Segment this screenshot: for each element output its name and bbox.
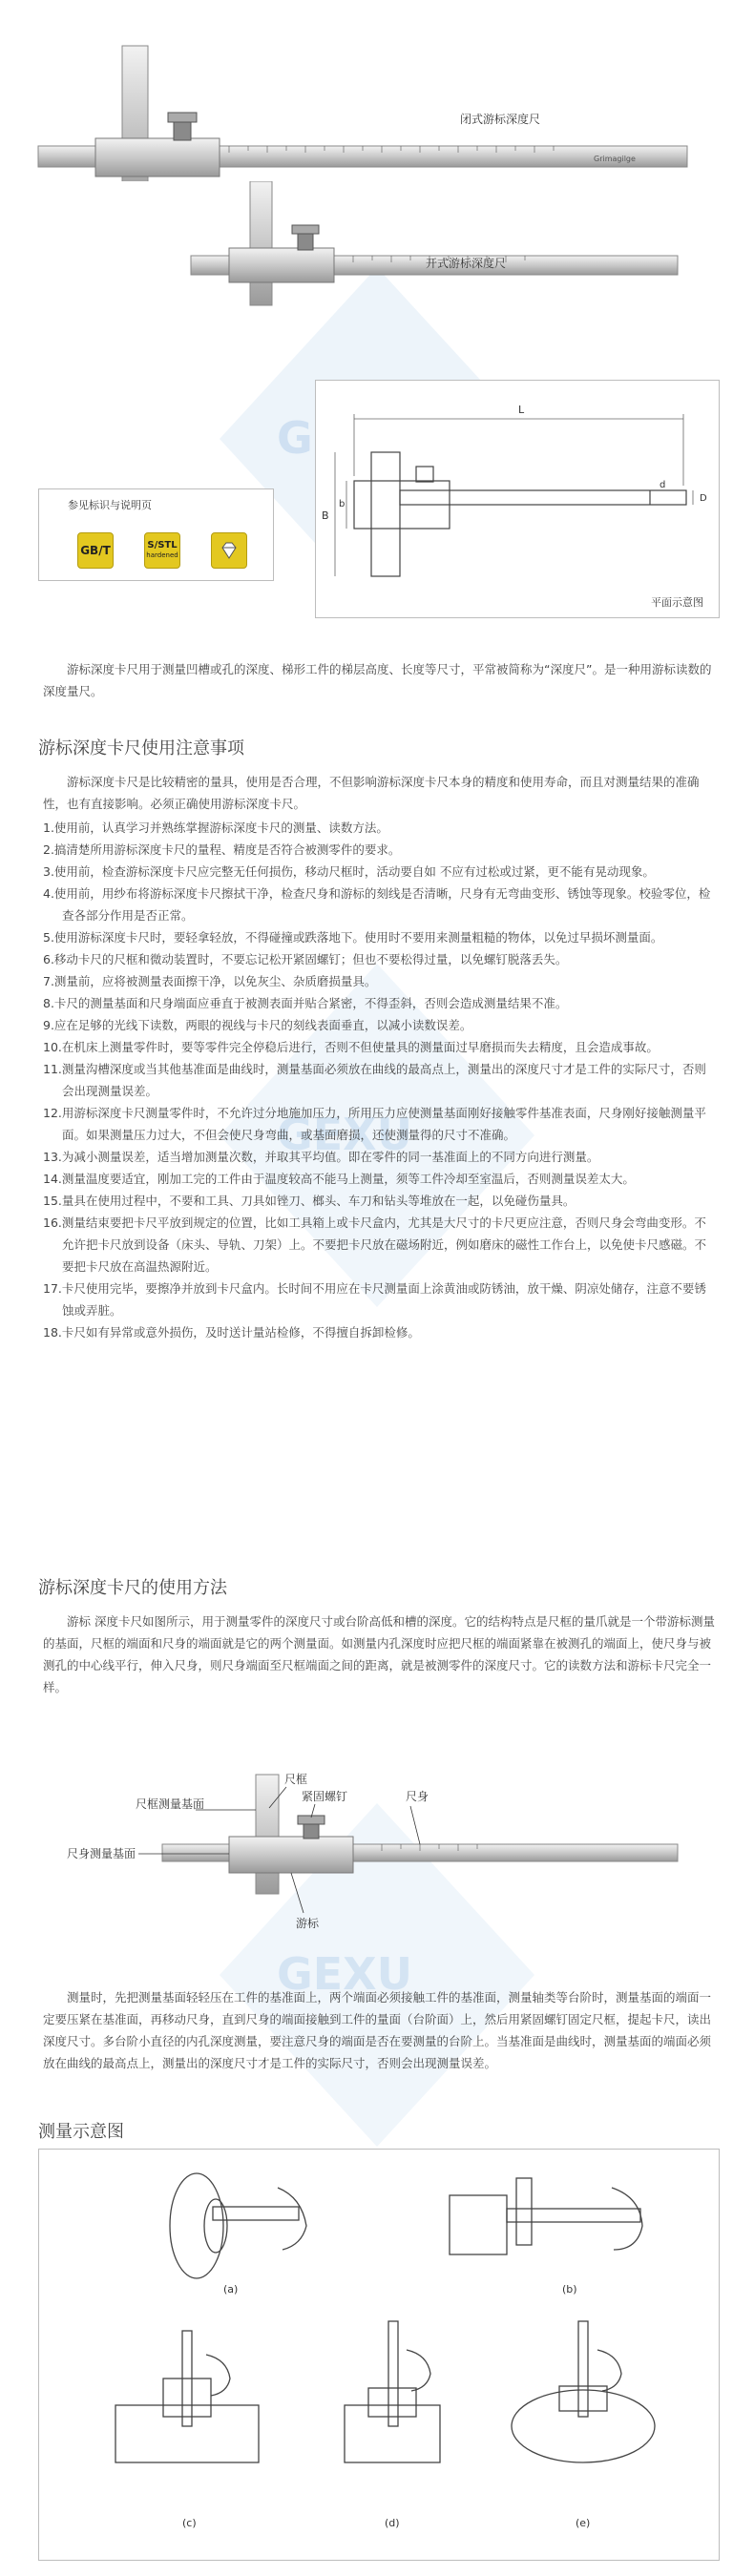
dim-D: D: [700, 493, 707, 504]
caliper-images: [0, 38, 754, 315]
list-item: 6.移动卡尺的尺框和微动装置时，不要忘记松开紧固螺钉；但也不要松得过量，以免螺钉脱落丢失。: [43, 952, 568, 966]
list-item: 13.为减小测量误差，适当增加测量次数，并取其平均值。即在零件的同一基准面上的不同方向进行测量。: [43, 1150, 599, 1164]
list-item: 11.测量沟槽深度或当其他基准面是曲线时，测量基面必须放在曲线的最高点上，测量出的深度尺寸才是工件的实际尺寸，否则会出现测量误差。: [43, 1062, 706, 1098]
list-item: 3.使用前，检查游标深度卡尺应完整无任何损伤，移动尺框时，活动要自如 不应有过松或过紧，更不能有晃动现象。: [43, 864, 655, 879]
legend-box: [38, 488, 274, 581]
list-item: 15.量具在使用过程中，不要和工具、刀具如锉刀、榔头、车刀和钻头等堆放在一起，以免碰伤量具。: [43, 1194, 576, 1208]
caption-a: (a): [223, 2283, 239, 2296]
dim-L: L: [518, 404, 525, 416]
watermark-text: GEXU: [277, 1948, 412, 2000]
caption-d: (d): [385, 2517, 400, 2529]
caption-e: (e): [576, 2517, 591, 2529]
label-frame-base: 尺框测量基面: [136, 1797, 205, 1811]
watermark-text: GEXU: [277, 1109, 412, 1160]
list-item: 7.测量前，应将被测量表面擦干净，以免灰尘、杂质磨损量具。: [43, 974, 377, 988]
usage-paragraph: 游标 深度卡尺如图所示，用于测量零件的深度尺寸或台阶高低和槽的深度。它的结构特点是尺框的量爪就是一个带游标测量的基面，尺框的端面和尺身的端面就是它的两个测量面。如测量内孔深度时应把尺框的端面紧靠在被测孔的端面上，使尺身与被测孔的中心线平行，伸入尺身，则尺身端面至尺框端面之间的距离，就是被测零件的深度尺寸。它的读数方法和游标卡尺完全一样。: [43, 1614, 715, 1694]
usage-diagram: [0, 1770, 754, 1970]
dim-d: d: [660, 480, 666, 490]
closed-depth-caliper-image: [0, 38, 754, 181]
label-body: 尺身: [406, 1790, 429, 1803]
closed-depth-caliper-label: 闭式游标深度尺: [460, 113, 541, 126]
precautions-title: 游标深度卡尺使用注意事项: [38, 738, 244, 758]
label-frame: 尺框: [284, 1773, 308, 1786]
dim-B: B: [322, 509, 329, 522]
dim-b: b: [339, 499, 346, 509]
open-depth-caliper-image: [0, 181, 754, 315]
precautions-lead: 游标深度卡尺是比较精密的量具，使用是否合理，不但影响游标深度卡尺本身的精度和使用寿命，而且对测量结果的准确性，也有直接影响。必须正确使用游标深度卡尺。: [43, 775, 700, 811]
usage-title: 游标深度卡尺的使用方法: [38, 1578, 227, 1598]
label-screw: 紧固螺钉: [302, 1790, 348, 1803]
list-item: 12.用游标深度卡尺测量零件时，不允许过分地施加压力，所用压力应使测量基面刚好接触零件基准表面，尺身刚好接触测量平面。如果测量压力过大，不但会使尺身弯曲，或基面磨损，还使测量得的尺寸不准确。: [43, 1106, 706, 1142]
list-item: 2.搞清楚所用游标深度卡尺的量程、精度是否符合被测零件的要求。: [43, 842, 401, 857]
list-item: 9.应在足够的光线下读数，两眼的视线与卡尺的刻线表面垂直，以减小读数误差。: [43, 1018, 472, 1032]
legend-title: 参见标识与说明页: [68, 499, 152, 511]
gbt-badge-icon: GB/T: [77, 532, 114, 569]
measure-title: 测量示意图: [38, 2122, 124, 2142]
list-item: 8.卡尺的测量基面和尺身端面应垂直于被测表面并贴合紧密，不得歪斜，否则会造成测量结果不准。: [43, 996, 568, 1010]
sstl-badge-icon: S/STL hardened: [144, 532, 180, 569]
label-vernier: 游标: [296, 1917, 320, 1930]
brand-text: Grimagilge: [594, 155, 636, 163]
plan-view-label: 平面示意图: [651, 596, 703, 609]
list-item: 14.测量温度要适宜，刚加工完的工件由于温度较高不能马上测量，须等工件冷却至室温后，否则测量误差太大。: [43, 1172, 635, 1186]
list-item: 4.使用前，用纱布将游标深度卡尺擦拭干净，检查尺身和游标的刻线是否清晰，尺身有无弯曲变形、锈蚀等现象。校验零位，检查各部分作用是否正常。: [43, 886, 711, 923]
precautions-list: [0, 815, 754, 1343]
open-depth-caliper-label: 开式游标深度尺: [426, 257, 507, 270]
list-item: 10.在机床上测量零件时，要等零件完全停稳后进行，否则不但使量具的测量面过早磨损而失去精度，且会造成事故。: [43, 1040, 659, 1054]
plan-view-diagram: [315, 380, 720, 618]
diamond-badge-icon: [211, 532, 247, 569]
label-body-base: 尺身测量基面: [67, 1847, 136, 1860]
intro-paragraph: 游标深度卡尺用于测量凹槽或孔的深度、梯形工件的梯层高度、长度等尺寸，平常被简称为“深度尺”。是一种用游标读数的深度量尺。: [43, 662, 712, 698]
usage-paragraph-2: 测量时，先把测量基面轻轻压在工件的基准面上，两个端面必须接触工件的基准面，测量轴类等台阶时，测量基面的端面一定要压紧在基准面，再移动尺身，直到尺身的端面接触到工件的量面（台阶面）上，然后用紧固螺钉固定尺框，提起卡尺，读出深度尺寸。多台阶小直径的内孔深度测量，要注意尺身的端面是否在要测量的台阶上。当基准面是曲线时，测量基面的端面必须放在曲线的最高点上，测量出的深度尺寸才是工件的实际尺寸，否则会出现测量误差。: [43, 1990, 712, 2070]
list-item: 1.使用前，认真学习并熟练掌握游标深度卡尺的测量、读数方法。: [43, 821, 388, 835]
caption-c: (c): [182, 2517, 197, 2529]
measure-diagram-box: [38, 2149, 720, 2561]
list-item: 5.使用游标深度卡尺时，要轻拿轻放，不得碰撞或跌落地下。使用时不要用来测量粗糙的物体，以免过早损坏测量面。: [43, 930, 663, 945]
list-item: 16.测量结束要把卡尺平放到规定的位置，比如工具箱上或卡尺盒内，尤其是大尺寸的卡尺更应注意，否则尺身会弯曲变形。不允许把卡尺放到设备（床头、导轨、刀架）上。不要把卡尺放在磁场附近，例如磨床的磁性工作台上，以免使卡尺感磁。不要把卡尺放在高温热源附近。: [43, 1215, 707, 1274]
caption-b: (b): [562, 2283, 577, 2296]
list-item: 17.卡尺使用完毕，要擦净并放到卡尺盒内。长时间不用应在卡尺测量面上涂黄油或防锈油，放干燥、阴凉处储存，注意不要锈蚀或弄脏。: [43, 1281, 706, 1318]
list-item: 18.卡尺如有异常或意外损伤，及时送计量站检修，不得擅自拆卸检修。: [43, 1325, 420, 1340]
